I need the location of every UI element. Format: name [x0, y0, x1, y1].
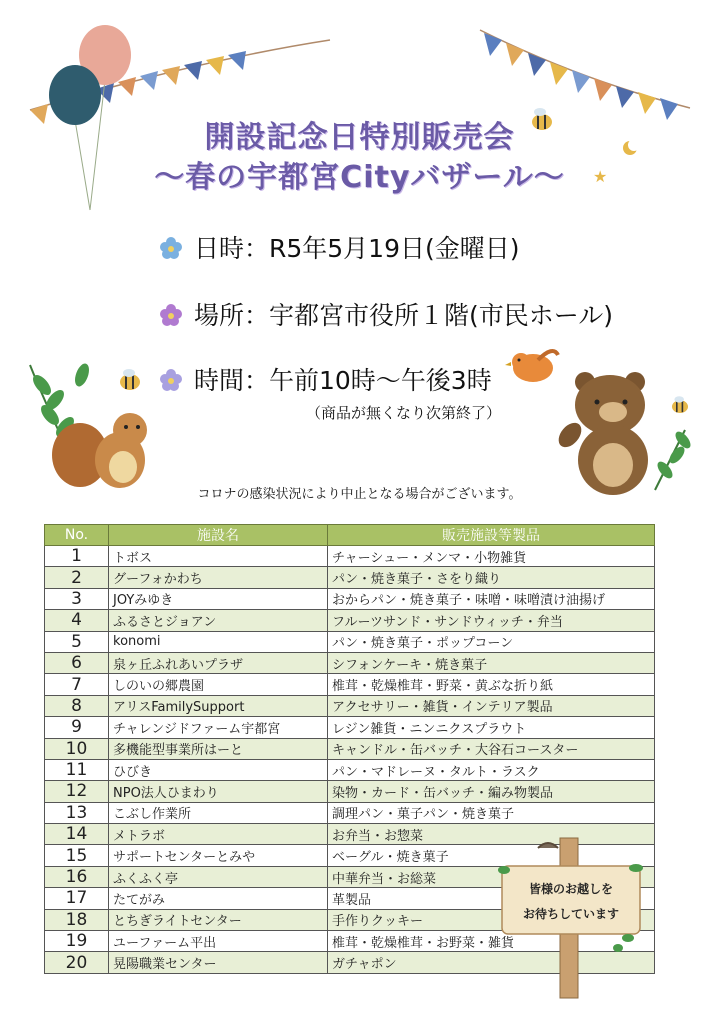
table-row	[45, 674, 655, 695]
row-products: 革製品	[328, 888, 655, 909]
row-facility: konomi	[109, 631, 328, 652]
row-facility: チャレンジドファーム宇都宮	[109, 717, 328, 738]
row-no: 15	[45, 845, 109, 866]
row-products: キャンドル・缶バッチ・大谷石コースター	[328, 738, 655, 759]
row-facility: JOYみゆき	[109, 588, 328, 609]
header-products: 販売施設等製品	[328, 525, 655, 546]
row-products: お弁当・お惣菜	[328, 824, 655, 845]
row-no: 19	[45, 931, 109, 952]
row-no: 18	[45, 909, 109, 930]
row-facility: 晃陽職業センター	[109, 952, 328, 973]
flag-right-group	[484, 33, 678, 120]
row-no: 6	[45, 652, 109, 673]
table-row	[45, 652, 655, 673]
row-products: 調理パン・菓子パン・焼き菓子	[328, 802, 655, 823]
row-products: シフォンケーキ・焼き菓子	[328, 652, 655, 673]
flower-purple-icon	[160, 303, 184, 332]
row-facility: メトラボ	[109, 824, 328, 845]
info-time-text: 時間：午前10時～午後3時	[194, 366, 492, 395]
time-note: （商品が無くなり次第終了）	[306, 404, 502, 422]
row-facility: アリスFamilySupport	[109, 695, 328, 716]
table-row	[45, 695, 655, 716]
table-row	[45, 567, 655, 588]
table-row	[45, 738, 655, 759]
row-products: チャーシュー・メンマ・小物雑貨	[328, 546, 655, 567]
row-products: アクセサリー・雑貨・インテリア製品	[328, 695, 655, 716]
row-products: 手作りクッキー	[328, 909, 655, 930]
bee-small-icon	[115, 365, 145, 395]
row-facility: NPO法人ひまわり	[109, 781, 328, 802]
info-place-text: 場所：宇都宮市役所１階(市民ホール)	[194, 301, 614, 330]
table-header-row	[45, 525, 655, 546]
table-row	[45, 588, 655, 609]
row-no: 11	[45, 759, 109, 780]
row-no: 2	[45, 567, 109, 588]
row-products: パン・焼き菓子・さをり織り	[328, 567, 655, 588]
row-products: 椎茸・乾燥椎茸・お野菜・雑貨	[328, 931, 655, 952]
row-no: 20	[45, 952, 109, 973]
row-no: 14	[45, 824, 109, 845]
row-no: 10	[45, 738, 109, 759]
title-line1: 開設記念日特別販売会	[204, 120, 515, 155]
bear-icon	[555, 370, 705, 500]
row-facility: とちぎライトセンター	[109, 909, 328, 930]
row-facility: しのいの郷農園	[109, 674, 328, 695]
svg-text:★: ★	[593, 167, 608, 186]
row-facility: トボス	[109, 546, 328, 567]
table-row	[45, 759, 655, 780]
row-products: ベーグル・焼き菓子	[328, 845, 655, 866]
info-date	[160, 229, 520, 265]
row-facility: 多機能型事業所はーと	[109, 738, 328, 759]
table-row	[45, 546, 655, 567]
bird-icon	[503, 340, 563, 390]
row-facility: ふくふく亭	[109, 866, 328, 887]
row-no: 4	[45, 610, 109, 631]
table-row	[45, 631, 655, 652]
row-facility: サポートセンターとみや	[109, 845, 328, 866]
row-no: 17	[45, 888, 109, 909]
title-line2: ～春の宇都宮Cityバザール～	[154, 160, 565, 195]
row-facility: グーフォかわち	[109, 567, 328, 588]
row-no: 13	[45, 802, 109, 823]
row-products: 椎茸・乾燥椎茸・野菜・黄ぶな折り紙	[328, 674, 655, 695]
row-no: 12	[45, 781, 109, 802]
row-facility: ユーファーム平出	[109, 931, 328, 952]
row-products: レジン雑貨・ニンニクスプラウト	[328, 717, 655, 738]
table-row	[45, 717, 655, 738]
row-products: 染物・カード・缶バッチ・編み物製品	[328, 781, 655, 802]
row-no: 5	[45, 631, 109, 652]
cancellation-notice: コロナの感染状況により中止となる場合がございます。	[197, 487, 522, 502]
table-row	[45, 610, 655, 631]
row-products: ガチャポン	[328, 952, 655, 973]
info-place	[160, 296, 613, 332]
row-no: 9	[45, 717, 109, 738]
row-no: 7	[45, 674, 109, 695]
squirrel-icon	[20, 355, 170, 500]
row-products: パン・マドレーヌ・タルト・ラスク	[328, 759, 655, 780]
sign-text-line2: お待ちしています	[522, 907, 619, 921]
row-facility: ふるさとジョアン	[109, 610, 328, 631]
row-facility: ひびき	[109, 759, 328, 780]
header-no: No.	[45, 525, 109, 546]
row-products: パン・焼き菓子・ポップコーン	[328, 631, 655, 652]
header-facility: 施設名	[109, 525, 328, 546]
flower-blue-icon	[160, 236, 184, 265]
bee-right-icon	[668, 393, 692, 417]
info-time	[160, 361, 492, 397]
row-facility: たてがみ	[109, 888, 328, 909]
table-row	[45, 781, 655, 802]
sign-text-line1: 皆様のお越しを	[528, 882, 613, 896]
row-no: 16	[45, 866, 109, 887]
row-products: 中華弁当・お総菜	[328, 866, 655, 887]
row-facility: こぶし作業所	[109, 802, 328, 823]
row-no: 1	[45, 546, 109, 567]
row-products: フルーツサンド・サンドウィッチ・弁当	[328, 610, 655, 631]
info-date-text: 日時：R5年5月19日(金曜日)	[194, 234, 520, 263]
row-no: 8	[45, 695, 109, 716]
row-products: おからパン・焼き菓子・味噌・味噌漬け油揚げ	[328, 588, 655, 609]
table-row	[45, 802, 655, 823]
row-no: 3	[45, 588, 109, 609]
row-facility: 泉ヶ丘ふれあいプラザ	[109, 652, 328, 673]
